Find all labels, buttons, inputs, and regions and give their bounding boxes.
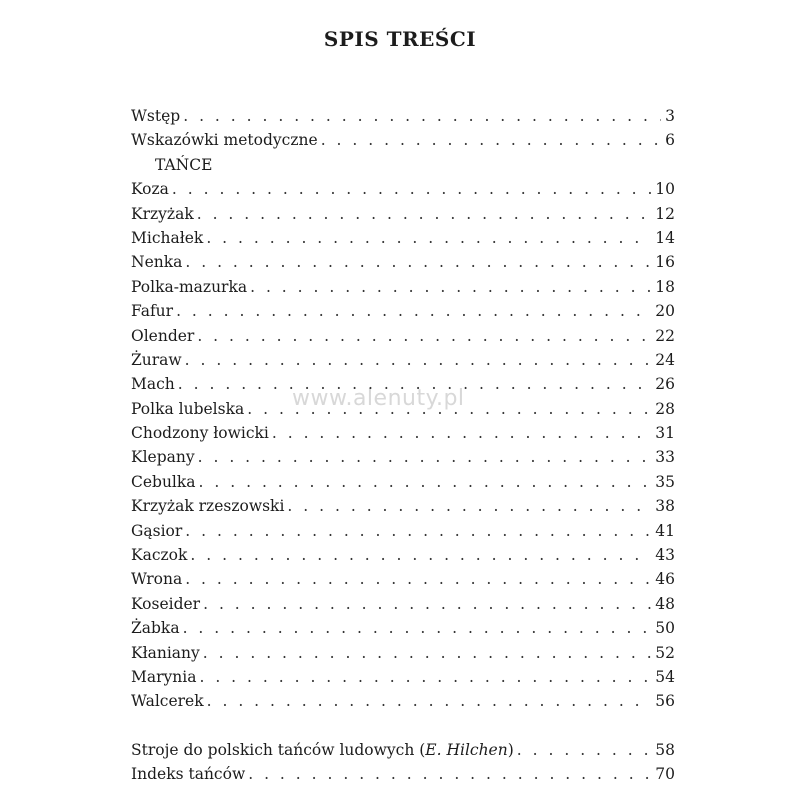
toc-entry-page: 6 — [665, 131, 675, 150]
toc-entry — [131, 445, 675, 469]
toc-entry — [131, 470, 675, 494]
toc-entry — [131, 689, 675, 713]
dot-leader — [185, 519, 651, 543]
toc-entry-label: Olender — [131, 326, 195, 345]
dot-leader — [199, 665, 651, 689]
toc-entry — [131, 226, 675, 250]
dot-leader — [248, 762, 651, 786]
toc-entry-page: 56 — [655, 692, 675, 711]
toc-entry — [131, 494, 675, 518]
toc-entry — [131, 641, 675, 665]
toc-entry — [131, 250, 675, 274]
toc-entry-page: 38 — [655, 497, 675, 516]
dot-leader — [185, 348, 652, 372]
toc-entry — [131, 397, 675, 421]
dot-leader — [190, 543, 651, 567]
dot-leader — [176, 299, 651, 323]
toc-entry — [131, 567, 675, 591]
toc-entry-page: 52 — [655, 643, 675, 662]
dot-leader — [247, 397, 651, 421]
toc-entry-label: Wrona — [131, 570, 183, 589]
toc-entry — [131, 299, 675, 323]
toc-entry-page: 70 — [655, 765, 675, 784]
toc-entry — [131, 177, 675, 201]
toc-entry — [131, 128, 675, 152]
toc-entry-page: 31 — [655, 424, 675, 443]
intro-entries — [131, 104, 675, 153]
dot-leader — [206, 226, 651, 250]
toc-entry — [131, 324, 675, 348]
appendix-entries — [131, 738, 675, 787]
toc-entry-label: Polka-mazurka — [131, 277, 248, 296]
toc-entry — [131, 104, 675, 128]
toc-entry-label: Krzyżak — [131, 204, 194, 223]
toc-entry-page: 14 — [655, 228, 675, 247]
toc-entry-page: 33 — [655, 448, 675, 467]
watermark: www.alenuty.pl — [292, 386, 465, 411]
toc-entry-page: 58 — [655, 740, 675, 759]
toc-entry — [131, 348, 675, 372]
toc-entry — [131, 372, 675, 396]
toc-entry-label: Michałek — [131, 228, 204, 247]
dance-entries — [131, 177, 675, 714]
toc-entry — [131, 616, 675, 640]
toc-entry — [131, 543, 675, 567]
toc-entry-label: Wskazówki metodyczne — [131, 131, 318, 150]
dot-leader — [185, 567, 651, 591]
dot-leader — [185, 250, 651, 274]
toc-entry-page: 10 — [655, 180, 675, 199]
toc-entry-label: Indeks tańców — [131, 765, 246, 784]
toc-entry-page: 43 — [655, 546, 675, 565]
toc-entry-label: Klepany — [131, 448, 195, 467]
toc-entry-page: 35 — [655, 472, 675, 491]
toc-entry-page: 12 — [655, 204, 675, 223]
dot-leader — [287, 494, 651, 518]
toc-entry-label: Wstęp — [131, 106, 181, 125]
author-name: E. Hilchen — [425, 740, 508, 759]
toc-entry — [131, 519, 675, 543]
toc-entry-page: 26 — [655, 375, 675, 394]
toc-entry-page: 54 — [655, 667, 675, 686]
dot-leader — [517, 738, 651, 762]
dot-leader — [197, 324, 651, 348]
section-heading: TAŃCE — [155, 155, 213, 174]
toc-entry — [131, 275, 675, 299]
toc-entry-label: Cebulka — [131, 472, 196, 491]
toc-entry-page: 41 — [655, 521, 675, 540]
table-of-contents — [131, 104, 675, 787]
toc-entry-label: Kaczok — [131, 546, 188, 565]
dot-leader — [183, 104, 661, 128]
dot-leader — [203, 641, 651, 665]
toc-entry-label: Koza — [131, 180, 169, 199]
dot-leader — [198, 445, 652, 469]
toc-entry-label: Marynia — [131, 667, 197, 686]
dot-leader — [178, 372, 651, 396]
toc-entry — [131, 421, 675, 445]
dot-leader — [250, 275, 651, 299]
dot-leader — [321, 128, 661, 152]
dot-leader — [183, 616, 652, 640]
toc-entry-page: 18 — [655, 277, 675, 296]
toc-entry-label: Nenka — [131, 253, 183, 272]
toc-entry-label: Koseider — [131, 594, 201, 613]
dot-leader — [199, 470, 652, 494]
toc-entry — [131, 738, 675, 762]
toc-entry-label: Żabka — [131, 619, 180, 638]
toc-entry — [131, 762, 675, 786]
toc-entry-page: 28 — [655, 399, 675, 418]
dot-leader — [272, 421, 651, 445]
dot-leader — [207, 689, 652, 713]
toc-entry-page: 24 — [655, 350, 675, 369]
toc-entry — [131, 665, 675, 689]
toc-entry-page: 3 — [665, 106, 675, 125]
toc-entry-page: 22 — [655, 326, 675, 345]
toc-entry-label: Krzyżak rzeszowski — [131, 497, 285, 516]
toc-entry-label: Fafur — [131, 302, 174, 321]
toc-entry-label: Polka lubelska — [131, 399, 245, 418]
toc-entry-page: 50 — [655, 619, 675, 638]
toc-entry-page: 20 — [655, 302, 675, 321]
toc-entry-page: 48 — [655, 594, 675, 613]
toc-entry — [131, 592, 675, 616]
toc-entry-label: Żuraw — [131, 350, 182, 369]
toc-entry-label: Walcerek — [131, 692, 204, 711]
dot-leader — [203, 592, 651, 616]
toc-entry — [131, 202, 675, 226]
toc-entry-label: Gąsior — [131, 521, 183, 540]
toc-entry-label: Mach — [131, 375, 175, 394]
dot-leader — [172, 177, 651, 201]
toc-entry-label: Stroje do polskich tańców ludowych (E. Hilchen) — [131, 740, 514, 759]
toc-entry-label: Chodzony łowicki — [131, 424, 269, 443]
toc-entry-label: Kłaniany — [131, 643, 200, 662]
spacer — [131, 714, 675, 738]
toc-entry-page: 16 — [655, 253, 675, 272]
dot-leader — [197, 202, 652, 226]
page-title: SPIS TREŚCI — [323, 27, 477, 51]
toc-entry-page: 46 — [655, 570, 675, 589]
